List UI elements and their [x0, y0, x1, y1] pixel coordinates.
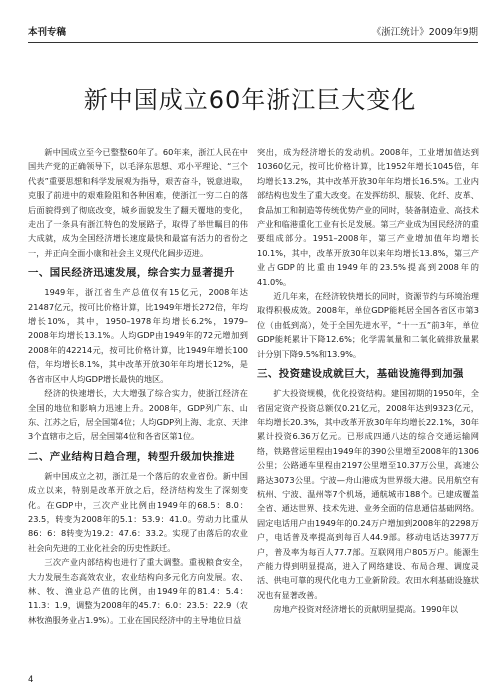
page-number: 4 — [28, 675, 34, 685]
section-3-paragraph-2: 房地产投资对经济增长的贡献明显提高。1990年以 — [273, 604, 458, 615]
intro-paragraph: 新中国成立至今已整整60年了。60年来，浙江人民在中国共产党的正确领导下，以毛泽东思想、邓小平理论、“三个代表”重要思想和科学发展观为指导，艰苦奋斗，锐意进取，克服了前进中的艰难险阻和各种困难，使浙江一穷二白的落后面貌得到了彻底改变，城乡面貌发生了翻天覆地的变化，走出了一条具有浙江特色的发展路子，取得了举世瞩目的伟大成就，成为全国经济增长速度最快和最富有活力的省份之一，并正向全面小康和社会主义现代化阔步迈进。 — [28, 147, 248, 258]
section-2-heading: 二、产业结构日趋合理，转型升级加快推进 — [28, 450, 235, 463]
running-header — [28, 22, 478, 43]
environment-paragraph: 近几年来，在经济较快增长的同时，资源节约与环境治理取得积极成效。2008年，单位GDP能耗居全国各省区市第3位（由低到高），处于全国先进水平，“十一五”前3年，单位GDP能耗累计下降12.6%；化学需氧量和二氧化硫排放量累计分别下降9.5%和13.9%。 — [257, 291, 479, 359]
section-3-paragraph-1: 扩大投资规模，优化投资结构。建国初期的1950年，全省固定资产投资总额仅0.21亿元，2008年达到9323亿元，年均增长20.3%，其中改革开放30年年均增长22.1%，30年累计投资6.36万亿元。已形成四通八达的综合交通运输网络，铁路营运里程由1949年的390公里增至2008年的1306公里；公路通车里程由2197公里增至10.37万公里，高速公路达3073公里。宁波—舟山港成为世界级大港。民用航空有杭州、宁波、温州等7个机场，通航城市188个。已建成覆盖全省、通达世界、技术先进、业务全面的信息通信基础网络。固定电话用户由1949年的0.24万户增加到2008年的2298万户，电话普及率提高到每百人44.9部。移动电话达3977万户，普及率为每百人77.7部。互联网用户805万户。能源生产能力得到明显提高，进入了网络建设、布局合理、调度灵活、供电可靠的现代化电力工业新阶段。农田水利基础设施状况也有显著改善。 — [257, 388, 479, 600]
section-3-heading: 三、投资建设成就巨大，基础设施得到加强 — [257, 368, 464, 381]
section-1-paragraph-2: 经济的快速增长，大大增强了综合实力，使浙江经济在全国的地位和影响力迅速上升。2008年，GDP列广东、山东、江苏之后，居全国第4位；人均GDP列上海、北京、天津3个直辖市之后，居全国第4位和各省区第1位。 — [28, 388, 248, 442]
section-1-paragraph-1: 1949年，浙江省生产总值仅有15亿元，2008年达21487亿元，按可比价格计算，比1949年增长272倍，年均增长10%，其中，1950–1978年均增长6.2%，1979–2008年均增长13.1%。人均GDP由1949年的72元增加到2008年的42214元，按可比价格计算，比1949年增长100倍，年均增长8.1%，其中改革开放30年年均增长12%，是各省市区中人均GDP增长最快的地区。 — [28, 287, 248, 384]
section-2-paragraph-2: 三次产业内部结构也进行了重大调整。重视粮食安全，大力发展生态高效农业，农业结构向多元化方向发展。农、林、牧、渔业总产值的比例，由1949年的81.4：5.4：11.3：1.9，调整为2008年的45.7：6.0：23.5：22.9（农林牧渔服务业占1.9%）。工业在国民经济中的主导地位日益 — [28, 557, 248, 625]
section-2-paragraph-1: 新中国成立之初，浙江是一个落后的农业省份。新中国成立以来，特别是改革开放之后，经济结构发生了深刻变化。在GDP中，三次产业比例由1949年的68.5：8.0：23.5，转变为2008年的5.1：53.9：41.0。劳动力比重从86：6：8转变为19.2：47.6：33.2。实现了由落后的农业社会向先进的工业化社会的历史性跃迁。 — [28, 470, 248, 553]
left-column — [28, 145, 248, 627]
column-label: 本刊专稿 — [28, 27, 67, 38]
section-2-paragraph-2-continued: 突出，成为经济增长的发动机。2008年，工业增加值达到10360亿元，按可比价格计算，比1952年增长1045倍，年均增长13.2%，其中改革开放30年年均增长16.5%。工业内部结构也发生了重大改变。在发挥纺织、服装、化纤、皮革、食品加工和制造等传统优势产业的同时，装备制造业、高技术产业和临港重化工业有长足发展。第三产业成为国民经济的重要组成部分。1951–2008年，第三产业增加值年均增长10.1%，其中，改革开放30年以来年均增长13.8%，第三产业占GDP的比重由1949年的23.5%提高到2008年的41.0%。 — [257, 147, 479, 287]
section-1-heading: 一、国民经济迅速发展，综合实力显著提升 — [28, 267, 235, 280]
right-column — [257, 145, 479, 617]
journal-issue: 《浙江统计》2009年9期 — [371, 27, 478, 38]
article-title: 新中国成立60年浙江巨大变化 — [83, 86, 417, 114]
